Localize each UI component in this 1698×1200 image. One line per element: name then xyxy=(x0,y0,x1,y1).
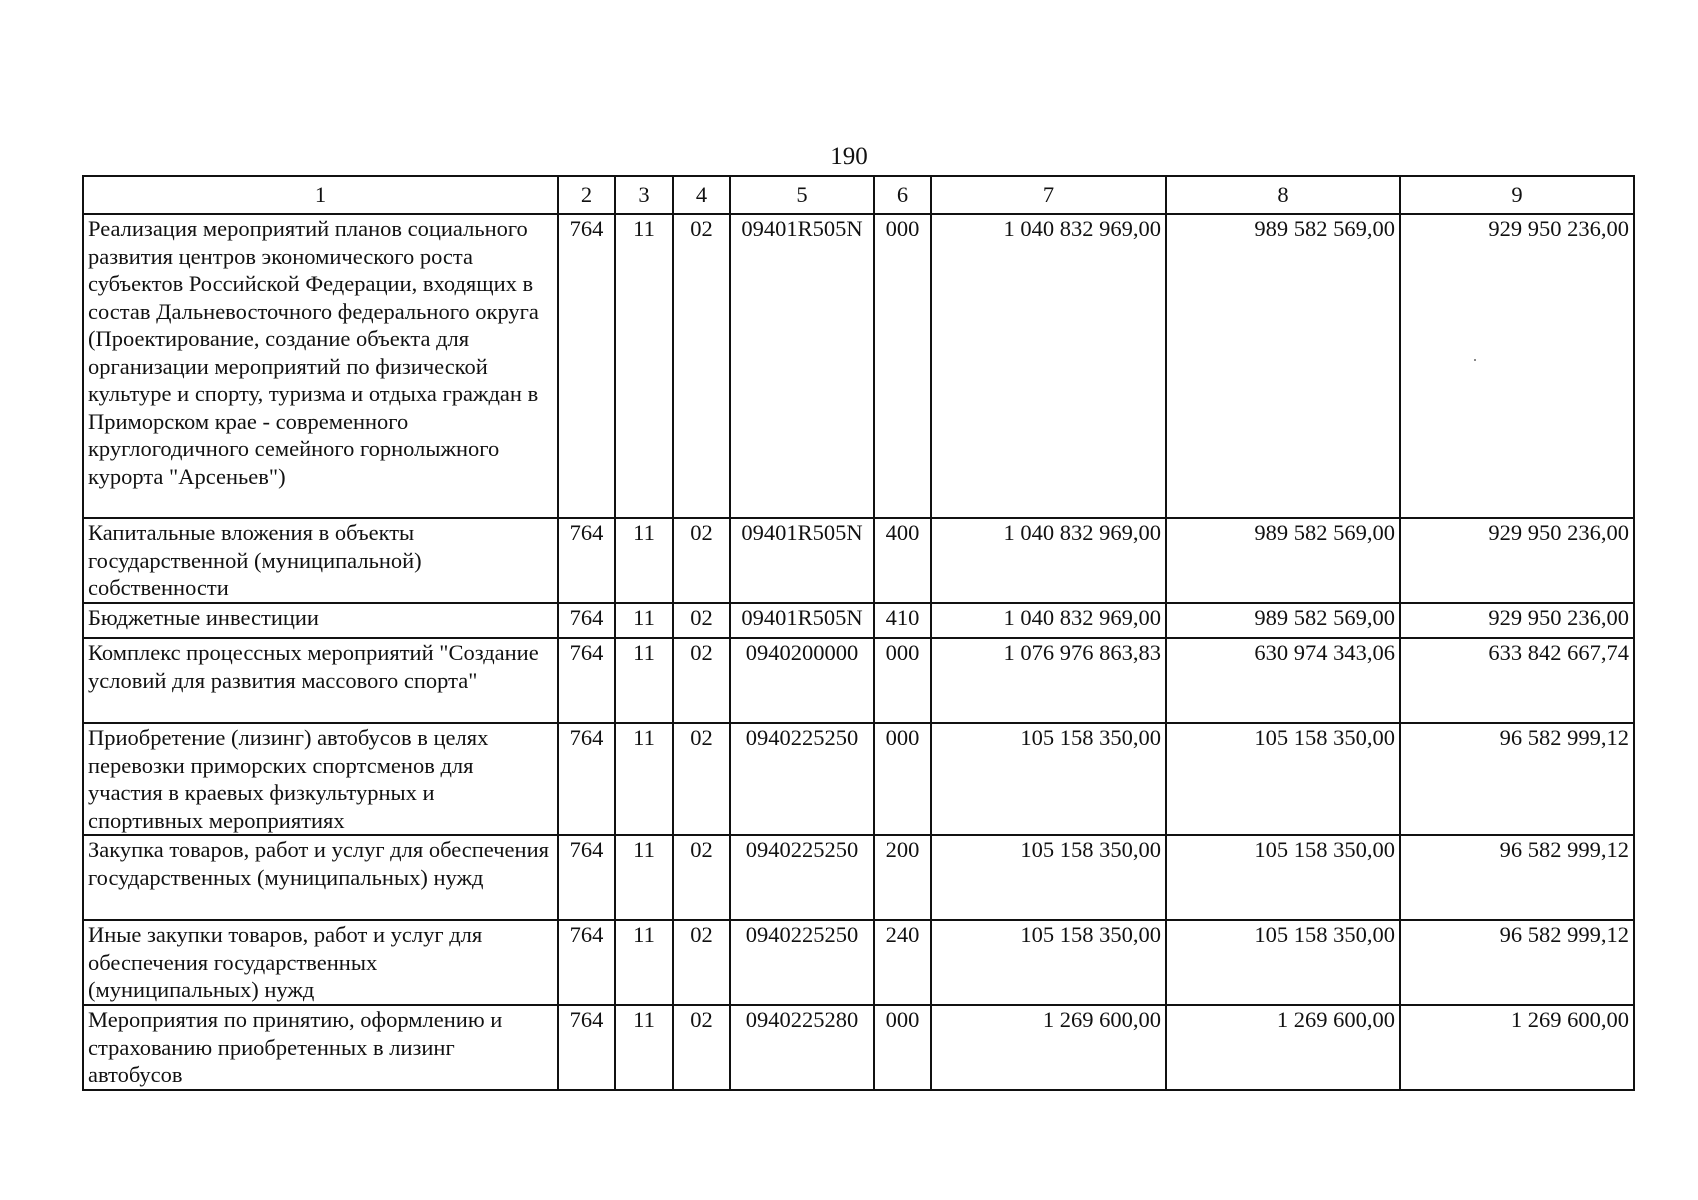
expense-type-code: 240 xyxy=(874,920,931,1005)
ministry-code: 764 xyxy=(558,518,615,603)
section-code: 11 xyxy=(615,638,673,723)
ministry-code: 764 xyxy=(558,835,615,920)
target-article-code: 0940225250 xyxy=(730,835,874,920)
page-number: 190 xyxy=(830,143,868,170)
column-header: 8 xyxy=(1166,176,1400,214)
ministry-code: 764 xyxy=(558,920,615,1005)
amount-col7: 1 269 600,00 xyxy=(931,1005,1166,1090)
target-article-code: 0940225280 xyxy=(730,1005,874,1090)
amount-col9: 929 950 236,00 xyxy=(1400,603,1634,638)
section-code: 11 xyxy=(615,723,673,835)
subsection-code: 02 xyxy=(673,920,730,1005)
subsection-code: 02 xyxy=(673,518,730,603)
amount-col8: 105 158 350,00 xyxy=(1166,835,1400,920)
subsection-code: 02 xyxy=(673,723,730,835)
table-row xyxy=(83,518,1634,603)
expense-type-code: 000 xyxy=(874,214,931,518)
target-article-code: 0940200000 xyxy=(730,638,874,723)
amount-col9: 96 582 999,12 xyxy=(1400,723,1634,835)
ministry-code: 764 xyxy=(558,1005,615,1090)
header-row xyxy=(83,176,1634,214)
table-row xyxy=(83,835,1634,920)
section-code: 11 xyxy=(615,214,673,518)
table-row xyxy=(83,1005,1634,1090)
column-header: 1 xyxy=(83,176,558,214)
expense-type-code: 200 xyxy=(874,835,931,920)
expense-type-code: 000 xyxy=(874,723,931,835)
scan-speck xyxy=(1474,359,1476,361)
amount-col7: 1 040 832 969,00 xyxy=(931,518,1166,603)
subsection-code: 02 xyxy=(673,835,730,920)
item-name: Иные закупки товаров, работ и услуг для обеспечения государственных (муниципальных) нужд xyxy=(83,920,558,1005)
amount-col8: 989 582 569,00 xyxy=(1166,214,1400,518)
amount-col9: 633 842 667,74 xyxy=(1400,638,1634,723)
expense-type-code: 410 xyxy=(874,603,931,638)
table-row xyxy=(83,214,1634,518)
item-name: Реализация мероприятий планов социального развития центров экономического роста субъектов Российской Федерации, входящих в состав Дальневосточного федерального округа (Проектирование, создание объекта для организации мероприятий по физической культуре и спорту, туризма и отдыха граждан в Приморском крае - современного круглогодичного семейного горнолыжного курорта "Арсеньев") xyxy=(83,214,558,518)
section-code: 11 xyxy=(615,835,673,920)
target-article-code: 09401R505N xyxy=(730,603,874,638)
ministry-code: 764 xyxy=(558,638,615,723)
section-code: 11 xyxy=(615,518,673,603)
item-name: Приобретение (лизинг) автобусов в целях перевозки приморских спортсменов для участия в краевых физкультурных и спортивных мероприятиях xyxy=(83,723,558,835)
subsection-code: 02 xyxy=(673,214,730,518)
subsection-code: 02 xyxy=(673,638,730,723)
amount-col7: 1 040 832 969,00 xyxy=(931,214,1166,518)
column-header: 2 xyxy=(558,176,615,214)
ministry-code: 764 xyxy=(558,214,615,518)
amount-col8: 630 974 343,06 xyxy=(1166,638,1400,723)
target-article-code: 0940225250 xyxy=(730,723,874,835)
table-row xyxy=(83,638,1634,723)
expense-type-code: 000 xyxy=(874,1005,931,1090)
amount-col8: 1 269 600,00 xyxy=(1166,1005,1400,1090)
section-code: 11 xyxy=(615,920,673,1005)
column-header: 4 xyxy=(673,176,730,214)
item-name: Бюджетные инвестиции xyxy=(83,603,558,638)
amount-col9: 929 950 236,00 xyxy=(1400,214,1634,518)
amount-col7: 105 158 350,00 xyxy=(931,835,1166,920)
column-header: 5 xyxy=(730,176,874,214)
amount-col7: 1 076 976 863,83 xyxy=(931,638,1166,723)
section-code: 11 xyxy=(615,603,673,638)
amount-col9: 96 582 999,12 xyxy=(1400,835,1634,920)
amount-col7: 105 158 350,00 xyxy=(931,723,1166,835)
expense-type-code: 000 xyxy=(874,638,931,723)
amount-col9: 96 582 999,12 xyxy=(1400,920,1634,1005)
amount-col8: 989 582 569,00 xyxy=(1166,518,1400,603)
item-name: Комплекс процессных мероприятий "Создание условий для развития массового спорта" xyxy=(83,638,558,723)
column-header: 9 xyxy=(1400,176,1634,214)
target-article-code: 0940225250 xyxy=(730,920,874,1005)
target-article-code: 09401R505N xyxy=(730,518,874,603)
ministry-code: 764 xyxy=(558,603,615,638)
amount-col8: 105 158 350,00 xyxy=(1166,723,1400,835)
table-row xyxy=(83,603,1634,638)
table-row xyxy=(83,723,1634,835)
amount-col9: 929 950 236,00 xyxy=(1400,518,1634,603)
subsection-code: 02 xyxy=(673,1005,730,1090)
item-name: Мероприятия по принятию, оформлению и страхованию приобретенных в лизинг автобусов xyxy=(83,1005,558,1090)
subsection-code: 02 xyxy=(673,603,730,638)
column-header: 3 xyxy=(615,176,673,214)
expense-type-code: 400 xyxy=(874,518,931,603)
item-name: Капитальные вложения в объекты государственной (муниципальной) собственности xyxy=(83,518,558,603)
amount-col8: 105 158 350,00 xyxy=(1166,920,1400,1005)
amount-col8: 989 582 569,00 xyxy=(1166,603,1400,638)
column-header: 6 xyxy=(874,176,931,214)
amount-col9: 1 269 600,00 xyxy=(1400,1005,1634,1090)
column-header: 7 xyxy=(931,176,1166,214)
amount-col7: 1 040 832 969,00 xyxy=(931,603,1166,638)
section-code: 11 xyxy=(615,1005,673,1090)
table-row xyxy=(83,920,1634,1005)
amount-col7: 105 158 350,00 xyxy=(931,920,1166,1005)
budget-table xyxy=(82,175,1635,1091)
ministry-code: 764 xyxy=(558,723,615,835)
target-article-code: 09401R505N xyxy=(730,214,874,518)
item-name: Закупка товаров, работ и услуг для обеспечения государственных (муниципальных) нужд xyxy=(83,835,558,920)
